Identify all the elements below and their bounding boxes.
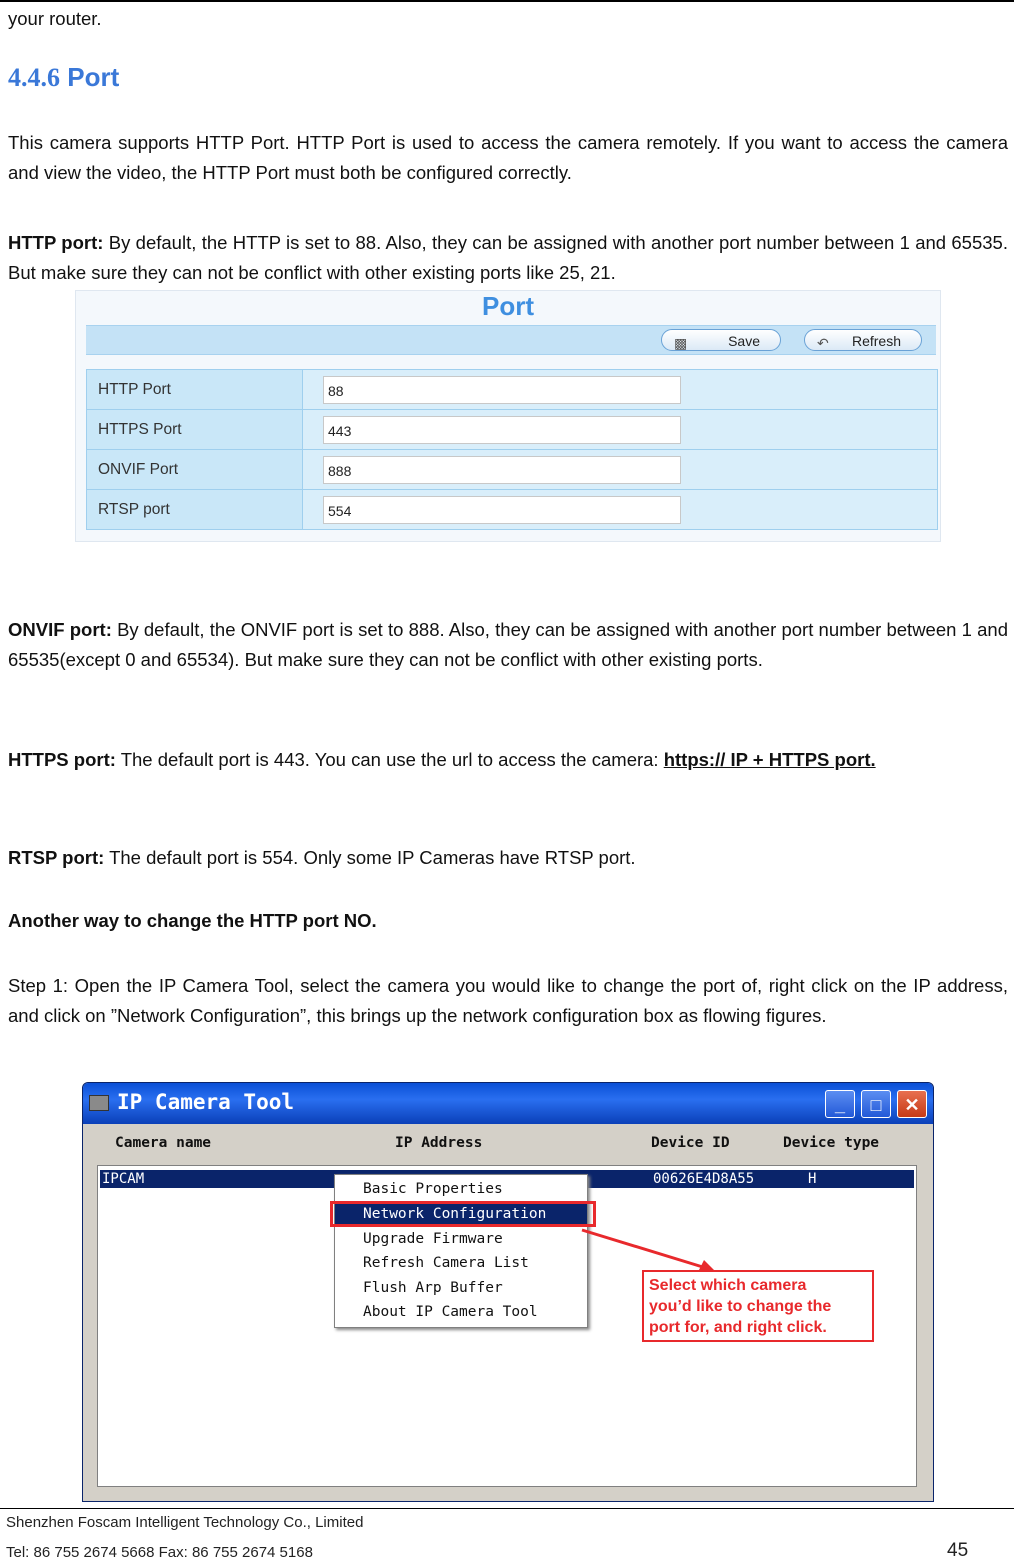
menu-item-about[interactable]: About IP Camera Tool bbox=[363, 1304, 538, 1320]
section-heading bbox=[8, 62, 119, 93]
close-button[interactable]: ✕ bbox=[897, 1090, 927, 1118]
https-port-input[interactable]: 443 bbox=[323, 416, 681, 444]
para-onvif-port bbox=[8, 615, 1008, 675]
http-port-field-label: HTTP Port bbox=[87, 370, 303, 410]
onvif-port-field-label: ONVIF Port bbox=[87, 450, 303, 490]
refresh-arrow-icon: ↶ bbox=[817, 335, 829, 351]
port-settings-figure bbox=[75, 290, 941, 542]
footer-company: Shenzhen Foscam Intelligent Technology Co., Limited bbox=[6, 1514, 364, 1531]
context-menu bbox=[334, 1174, 588, 1328]
rtsp-port-input[interactable]: 554 bbox=[323, 496, 681, 524]
save-button[interactable] bbox=[661, 329, 781, 351]
intro-tail: your router. bbox=[8, 8, 102, 29]
https-port-label: HTTPS port: bbox=[8, 749, 116, 770]
rtsp-port-label: RTSP port: bbox=[8, 847, 105, 868]
port-table bbox=[86, 369, 938, 530]
onvif-port-input[interactable]: 888 bbox=[323, 456, 681, 484]
window-titlebar bbox=[83, 1083, 933, 1124]
footer-contact: Tel: 86 755 2674 5668 Fax: 86 755 2674 5168 bbox=[6, 1544, 313, 1561]
col-ip-address[interactable]: IP Address bbox=[395, 1135, 483, 1151]
para-intro: This camera supports HTTP Port. HTTP Port is used to access the camera remotely. If you want to access the camera and view the video, the HTTP Port must both be configured correctly. bbox=[8, 132, 1008, 183]
table-row bbox=[87, 370, 938, 410]
maximize-button[interactable]: □ bbox=[861, 1090, 891, 1118]
refresh-button[interactable] bbox=[804, 329, 922, 351]
menu-item-network-configuration[interactable]: Network Configuration bbox=[335, 1202, 587, 1226]
onvif-port-text: By default, the ONVIF port is set to 888. Also, they can be assigned with another port number between 1 and 65535(except 0 and 65534). But make sure they can not be conflict with other existing ports. bbox=[8, 619, 1009, 670]
port-panel-title: Port bbox=[482, 291, 534, 321]
https-port-text: The default port is 443. You can use the url to access the camera: bbox=[115, 749, 664, 770]
port-toolbar bbox=[86, 325, 936, 355]
http-port-label: HTTP port: bbox=[8, 232, 104, 253]
device-type-cell: H bbox=[808, 1171, 817, 1187]
footer-rule bbox=[0, 1508, 1014, 1509]
para-https-port bbox=[8, 745, 1008, 775]
rtsp-port-field-label: RTSP port bbox=[87, 490, 303, 530]
col-device-type[interactable]: Device type bbox=[783, 1135, 880, 1151]
col-camera-name[interactable]: Camera name bbox=[115, 1135, 212, 1151]
camera-name-cell: IPCAM bbox=[102, 1171, 145, 1187]
para-rtsp-port bbox=[8, 843, 1008, 873]
table-row bbox=[87, 410, 938, 450]
table-row bbox=[87, 450, 938, 490]
section-title: Port bbox=[67, 62, 120, 92]
callout-note: Select which camera you’d like to change the port for, and right click. bbox=[642, 1270, 874, 1342]
app-icon bbox=[89, 1095, 109, 1111]
refresh-label: Refresh bbox=[851, 333, 901, 349]
col-device-id[interactable]: Device ID bbox=[651, 1135, 730, 1151]
https-url: https:// IP + HTTPS port. bbox=[663, 749, 876, 770]
window-title: IP Camera Tool bbox=[117, 1090, 295, 1114]
rtsp-port-text: The default port is 554. Only some IP Cameras have RTSP port. bbox=[104, 847, 636, 868]
floppy-disk-icon: ▩ bbox=[674, 335, 688, 351]
minimize-button[interactable]: _ bbox=[825, 1090, 855, 1118]
http-port-input[interactable]: 88 bbox=[323, 376, 681, 404]
http-port-text: By default, the HTTP is set to 88. Also, they can be assigned with another port number between 1 and 65535. But make sure they can not be conflict with other existing ports like 25, 21. bbox=[8, 232, 1008, 283]
page-number: 45 bbox=[947, 1540, 969, 1561]
menu-item-flush-arp-buffer[interactable]: Flush Arp Buffer bbox=[363, 1280, 503, 1296]
menu-item-basic-properties[interactable]: Basic Properties bbox=[363, 1181, 503, 1197]
menu-item-upgrade-firmware[interactable]: Upgrade Firmware bbox=[363, 1231, 503, 1247]
another-way-heading: Another way to change the HTTP port NO. bbox=[8, 910, 377, 931]
device-id-cell: 00626E4D8A55 bbox=[653, 1171, 755, 1187]
table-row bbox=[87, 490, 938, 530]
para-step-1: Step 1: Open the IP Camera Tool, select the camera you would like to change the port of, right click on the IP address, and click on ”Network Configuration”, this brings up the network configuration box as flowing figures. bbox=[8, 975, 1008, 1026]
menu-item-refresh-camera-list[interactable]: Refresh Camera List bbox=[363, 1255, 529, 1271]
para-http-port bbox=[8, 228, 1008, 288]
top-rule bbox=[0, 0, 1014, 2]
section-number: 4.4.6 bbox=[8, 63, 60, 92]
https-port-field-label: HTTPS Port bbox=[87, 410, 303, 450]
save-label: Save bbox=[728, 333, 760, 349]
highlight-box bbox=[330, 1201, 596, 1227]
onvif-port-label: ONVIF port: bbox=[8, 619, 112, 640]
